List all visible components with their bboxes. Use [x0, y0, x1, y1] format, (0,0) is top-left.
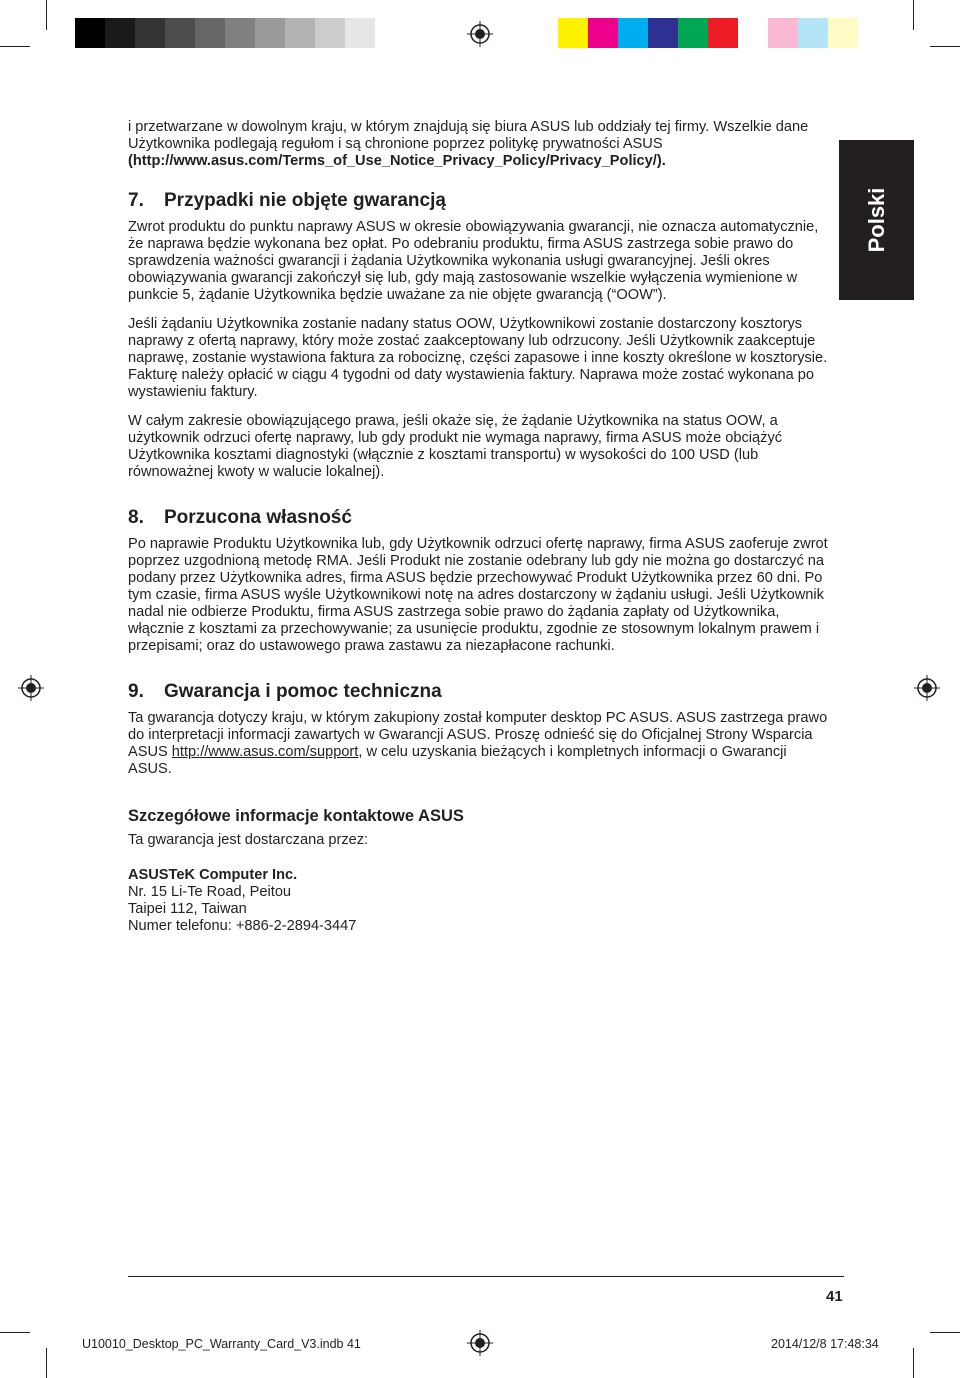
phone-number: Numer telefonu: +886-2-2894-3447 [128, 918, 357, 934]
crop-mark [0, 1332, 30, 1333]
section-7-paragraph-2: Jeśli żądaniu Użytkownika zostanie nadany status OOW, Użytkownikowi zostanie dostarczony kosztorys naprawy z ofertą naprawy, który może zostać zaakceptowany lub odrzucony. Jeśli Użytkownik zaakceptuje naprawę, zostanie wystawiona faktura za robociznę, części zapasowe i inne koszty określone w kosztorysie. Fakturę należy opłacić w ciągu 4 tygodni od daty wystawienia faktury. Naprawa może zostać wykonana po wystawieniu faktury. [128, 316, 828, 400]
color-swatch [708, 18, 738, 48]
color-swatch [165, 18, 195, 48]
contact-provided-by: Ta gwarancja jest dostarczana przez: [128, 832, 369, 848]
color-swatch [225, 18, 255, 48]
crop-mark [46, 0, 47, 30]
color-swatch [195, 18, 225, 48]
color-swatch [588, 18, 618, 48]
page-number: 41 [826, 1288, 843, 1305]
crop-mark [913, 0, 914, 30]
crop-mark [913, 1348, 914, 1378]
color-swatch [828, 18, 858, 48]
asus-support-link[interactable]: http://www.asus.com/support [171, 744, 359, 760]
color-swatch [768, 18, 798, 48]
crop-mark [930, 1332, 960, 1333]
slug-timestamp: 2014/12/8 17:48:34 [771, 1337, 879, 1351]
footer-divider [128, 1276, 844, 1277]
crop-mark [46, 1348, 47, 1378]
section-9-heading: 9. Gwarancja i pomoc techniczna [128, 681, 442, 702]
registration-mark-icon [18, 675, 44, 701]
section-7-heading: 7. Przypadki nie objęte gwarancją [128, 190, 446, 211]
language-tab [839, 140, 914, 300]
section-9-paragraph-1: Ta gwarancja dotyczy kraju, w którym zakupiony został komputer desktop PC ASUS. ASUS zastrzega prawo do interpretacji informacji zawartych w Gwarancji ASUS. Proszę odnieść się do Oficjalnej Strony Wsparcia ASUS http://www.asus.com/support, w celu uzyskania bieżących i kompletnych informacji o Gwarancji ASUS. [128, 710, 828, 777]
registration-mark-icon [467, 21, 493, 47]
document-body [128, 119, 828, 935]
registration-mark-icon [467, 1330, 493, 1356]
intro-paragraph: i przetwarzane w dowolnym kraju, w którym znajdują się biura ASUS lub oddziały tej firmy. Wszelkie dane Użytkownika podlegają regułom i są chronione poprzez politykę prywatności ASUS (http://www.asus.com/Terms_of_Use_Notice_Privacy_Policy/Privacy_Policy/). [128, 119, 809, 169]
crop-mark [930, 46, 960, 47]
section-8-paragraph-1: Po naprawie Produktu Użytkownika lub, gdy Użytkownik odrzuci ofertę naprawy, firma ASUS zaoferuje zwrot poprzez uzgodnioną metodę RMA. Jeśli Produkt nie zostanie odebrany lub gdy nie można go dostarczyć na podany przez Użytkownika adres, firma ASUS będzie przechowywać Produkt Użytkownika przez 60 dni. Po tym czasie, firma ASUS wyśle Użytkownikowi notę na adres dostarczony w żądaniu usługi. Jeśli Użytkownik nadal nie odbierze Produktu, firma ASUS zastrzega sobie prawo do żądania zapłaty od Użytkownika, włącznie z kosztami za przechowywanie; za usunięcie produktu, zgodnie ze stosownym lokalnym prawem i przepisami; oraz do ustawowego prawa zastawu za niezapłacone rachunki. [128, 536, 828, 654]
color-swatch-bar [558, 18, 858, 48]
color-swatch [315, 18, 345, 48]
language-tab-label: Polski [863, 187, 889, 253]
address-line-2: Taipei 112, Taiwan [128, 901, 247, 917]
color-swatch [75, 18, 105, 48]
color-swatch [255, 18, 285, 48]
color-swatch [105, 18, 135, 48]
grayscale-color-bar [75, 18, 375, 48]
color-swatch [738, 18, 768, 48]
section-8-heading: 8. Porzucona własność [128, 507, 352, 528]
color-swatch [285, 18, 315, 48]
company-name: ASUSTeK Computer Inc. [128, 867, 298, 883]
contact-heading: Szczegółowe informacje kontaktowe ASUS [128, 807, 464, 825]
color-swatch [135, 18, 165, 48]
section-7-paragraph-1: Zwrot produktu do punktu naprawy ASUS w okresie obowiązywania gwarancji, nie oznacza automatycznie, że naprawa będzie wykonana bez opłat. Po odebraniu produktu, firma ASUS zastrzega sobie prawo do sprawdzenia ważności gwarancji i żądania Użytkownika wykonania usługi gwarancyjnej. Jeśli okres obowiązywania gwarancji zakończył się lub, gdy mają zastosowanie wszelkie wyłączenia wymienione w punkcie 5, żądanie Użytkownika będzie uważane za nie objęte gwarancją (“OOW”). [128, 219, 819, 303]
address-line-1: Nr. 15 Li-Te Road, Peitou [128, 884, 292, 900]
color-swatch [618, 18, 648, 48]
color-swatch [558, 18, 588, 48]
section-7-paragraph-3: W całym zakresie obowiązującego prawa, jeśli okaże się, że żądanie Użytkownika na status OOW, a użytkownik odrzuci ofertę naprawy, lub gdy produkt nie wymaga naprawy, firma ASUS może obciążyć Użytkownika kosztami diagnostyki (włącznie z kosztami transportu) w wysokości do 100 USD (lub równoważnej kwoty w walucie lokalnej). [128, 413, 783, 480]
slug-filename: U10010_Desktop_PC_Warranty_Card_V3.indb 41 [82, 1337, 361, 1351]
color-swatch [798, 18, 828, 48]
color-swatch [648, 18, 678, 48]
crop-mark [0, 46, 30, 47]
privacy-policy-url: (http://www.asus.com/Terms_of_Use_Notice_Privacy_Policy/Privacy_Policy/) [128, 153, 662, 169]
registration-mark-icon [914, 675, 940, 701]
color-swatch [678, 18, 708, 48]
color-swatch [345, 18, 375, 48]
